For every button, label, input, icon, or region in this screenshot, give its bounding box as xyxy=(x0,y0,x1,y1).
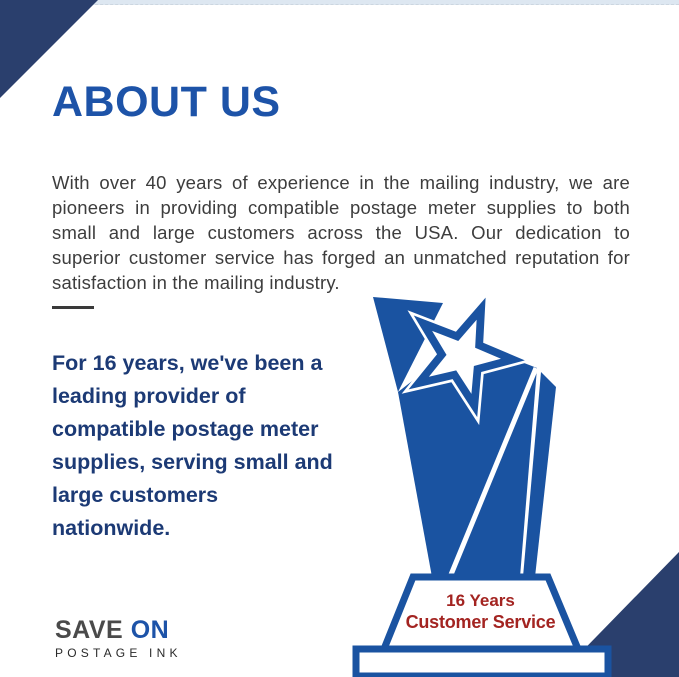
highlight-line: leading provider of xyxy=(52,384,246,408)
highlight-line: nationwide. xyxy=(52,516,171,540)
logo-word-save: SAVE xyxy=(55,616,124,644)
about-paragraph: With over 40 years of experience in the mailing industry, we are pioneers in providing compatible postage meter supplies to both small and large customers across the USA. Our dedication to superior customer service has forged an unmatched reputation for satisfaction in the mailing industry. xyxy=(52,172,630,293)
highlight-line: large customers xyxy=(52,483,219,507)
divider-dash xyxy=(52,306,94,309)
logo-word-on: ON xyxy=(130,616,170,644)
highlight-line: supplies, serving small and xyxy=(52,450,333,474)
highlight-text xyxy=(52,347,372,545)
page-title: ABOUT US xyxy=(52,78,281,126)
logo-subtitle: POSTAGE INK xyxy=(55,646,182,660)
top-accent-strip xyxy=(0,0,679,5)
logo-wordmark xyxy=(55,616,195,644)
award-years: 16 Years xyxy=(446,591,515,610)
highlight-line: For 16 years, we've been a xyxy=(52,351,323,375)
award-service: Customer Service xyxy=(405,612,556,632)
award-label xyxy=(388,591,573,633)
highlight-line: compatible postage meter xyxy=(52,417,319,441)
brand-logo xyxy=(55,616,195,660)
